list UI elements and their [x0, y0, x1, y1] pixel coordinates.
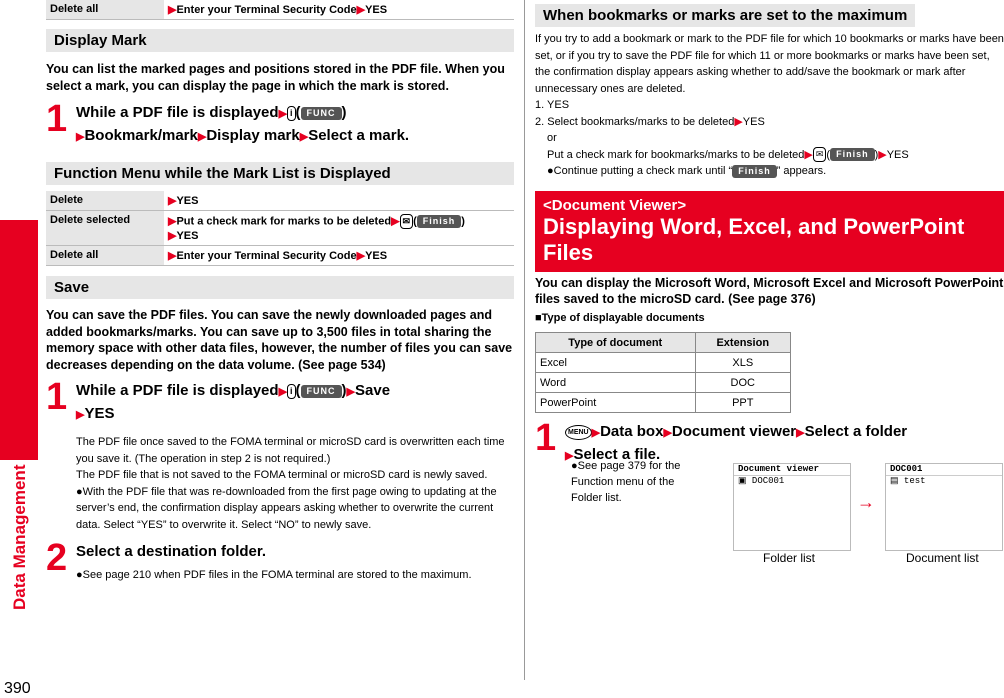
doc-extension: XLS: [695, 353, 790, 373]
option-or: or: [547, 132, 557, 144]
option-1: 1. YES: [535, 99, 570, 111]
right-column: [535, 0, 1004, 565]
arrow-right-icon: →: [857, 492, 875, 512]
screen-title: Document viewer: [734, 464, 850, 476]
document-types-table: [535, 332, 791, 413]
row-value: ▶Enter your Terminal Security Code▶YES: [164, 246, 514, 266]
left-column: [46, 0, 514, 584]
mail-key-icon: ✉: [813, 147, 827, 162]
table-row: [536, 373, 791, 393]
chapter-label: Data Management: [10, 464, 29, 610]
row-value: ▶YES: [164, 191, 514, 211]
doc-type: PowerPoint: [536, 393, 696, 413]
row-label: Delete all: [46, 0, 164, 20]
column-divider: [524, 0, 525, 680]
chapter-label-wrap: [2, 460, 36, 610]
screen-row: ▣ DOC001: [738, 476, 785, 486]
section-title-function-menu: Function Menu while the Mark List is Displayed: [46, 162, 514, 185]
table-row: [46, 246, 514, 266]
document-viewer-header: [535, 191, 1004, 272]
step-text: While a PDF file is displayed▶ i ( FUNC )▶Save ▶YES: [76, 382, 391, 422]
table-title: ■Type of displayable documents: [535, 311, 705, 324]
save-step2: [46, 537, 514, 584]
maximum-text: If you try to add a bookmark or mark to the PDF file for which 10 bookmarks or marks have been set, or if you try to save the PDF file for which 11 or more bookmarks or marks have been set, the confirmation display appears asking whether to add/save the bookmark or mark after unnecessary ones are deleted.: [535, 33, 1004, 95]
step-text: While a PDF file is displayed▶ i ( FUNC ) ▶Bookmark/mark▶Display mark▶Select a mark.: [76, 104, 410, 144]
step-number: 1: [46, 98, 68, 140]
document-icon: ▤: [890, 476, 899, 486]
save-bullet-2: ●See page 210 when PDF files in the FOMA terminal are stored to the maximum.: [76, 569, 472, 581]
table-row: [536, 353, 791, 373]
finish-softkey-icon: Finish: [830, 148, 875, 161]
header-title: Displaying Word, Excel, and PowerPoint Files: [543, 213, 965, 265]
step-number: 2: [46, 537, 68, 579]
column-header: Extension: [695, 333, 790, 353]
section-title-save: Save: [46, 276, 514, 299]
display-mark-step1: [46, 98, 514, 148]
doc-type: Excel: [536, 353, 696, 373]
table-row: [46, 211, 514, 246]
doc-extension: DOC: [695, 373, 790, 393]
document-list-screen: [885, 463, 1003, 551]
function-menu-table: [46, 191, 514, 266]
save-bullet-1: ●With the PDF file that was re-downloaded from the first page owing to updating at the server’s end, the confirmation display appears asking whether to overwrite the current data. Select “YES” to overwrite it. Select “NO” to newly save.: [76, 485, 497, 531]
row-label: Delete selected: [46, 211, 164, 246]
chapter-tab-bar: [0, 220, 38, 460]
top-function-table: [46, 0, 514, 20]
screen-title: DOC001: [886, 464, 1002, 476]
step-text: MENU ▶Data box▶Document viewer▶Select a folder ▶Select a file.: [565, 423, 908, 463]
section-title-display-mark: Display Mark: [46, 29, 514, 52]
save-note-2: The PDF file that is not saved to the FOMA terminal or microSD card is newly saved.: [76, 469, 488, 481]
arrow-icon: ▶: [356, 4, 366, 16]
chapter-tab: [0, 0, 38, 697]
caption-folder-list: Folder list: [763, 551, 816, 565]
func-softkey-icon: FUNC: [301, 107, 342, 120]
mail-key-icon: ✉: [400, 214, 414, 229]
table-row: [536, 393, 791, 413]
header-subtitle: <Document Viewer>: [543, 196, 687, 214]
row-label: Delete: [46, 191, 164, 211]
row-label: Delete all: [46, 246, 164, 266]
i-mode-key-icon: i: [287, 384, 296, 399]
screen-row: ▤ test: [890, 476, 926, 486]
option-2: 2. Select bookmarks/marks to be deleted▶YES: [535, 115, 765, 128]
i-mode-key-icon: i: [287, 106, 296, 121]
save-intro: You can save the PDF files. You can save the newly downloaded pages and added bookmarks/marks. You can save up to 3,500 files in total sharing the memory space with other data files, however, the number of files you can save decreases depending on the data volume. (See page 534): [46, 308, 513, 372]
caption-document-list: Document list: [906, 551, 979, 565]
section-title-maximum: When bookmarks or marks are set to the maximum: [535, 4, 915, 27]
step-text: Select a destination folder.: [76, 543, 267, 560]
table-row: [46, 0, 514, 20]
menu-key-icon: MENU: [565, 425, 592, 440]
table-row: [46, 191, 514, 211]
save-note-1: The PDF file once saved to the FOMA terminal or microSD card is overwritten each time you save it. (The operation in step 2 is not required.): [76, 436, 505, 465]
folder-icon: ▣: [738, 476, 747, 486]
doc-extension: PPT: [695, 393, 790, 413]
step-number: 1: [46, 376, 68, 418]
page-number: 390: [4, 680, 31, 697]
document-viewer-intro: You can display the Microsoft Word, Microsoft Excel and Microsoft PowerPoint files saved to the microSD card. (See page 376): [535, 275, 1004, 306]
arrow-icon: ▶: [168, 4, 177, 16]
func-softkey-icon: FUNC: [301, 385, 342, 398]
option-3: Put a check mark for bookmarks/marks to be deleted▶ ✉ ( Finish )▶YES: [547, 148, 909, 161]
finish-softkey-icon: Finish: [732, 165, 777, 178]
step-number: 1: [535, 417, 557, 459]
folder-list-screen: [733, 463, 851, 551]
option-bullet: ●Continue putting a check mark until “ Finish ” appears.: [547, 165, 827, 177]
row-value: ▶Enter your Terminal Security Code▶YES: [164, 0, 514, 20]
save-step1: [46, 376, 514, 533]
column-header: Type of document: [536, 333, 696, 353]
doc-type: Word: [536, 373, 696, 393]
row-value: ▶Put a check mark for marks to be deleted▶ ✉ ( Finish ) ▶YES: [164, 211, 514, 246]
table-header-row: [536, 333, 791, 353]
step-bullet: ●See page 379 for the Function menu of the Folder list.: [571, 460, 681, 504]
finish-softkey-icon: Finish: [417, 215, 462, 228]
display-mark-intro: You can list the marked pages and positions stored in the PDF file. When you select a mark, you can display the page in which the mark is stored.: [46, 62, 505, 93]
